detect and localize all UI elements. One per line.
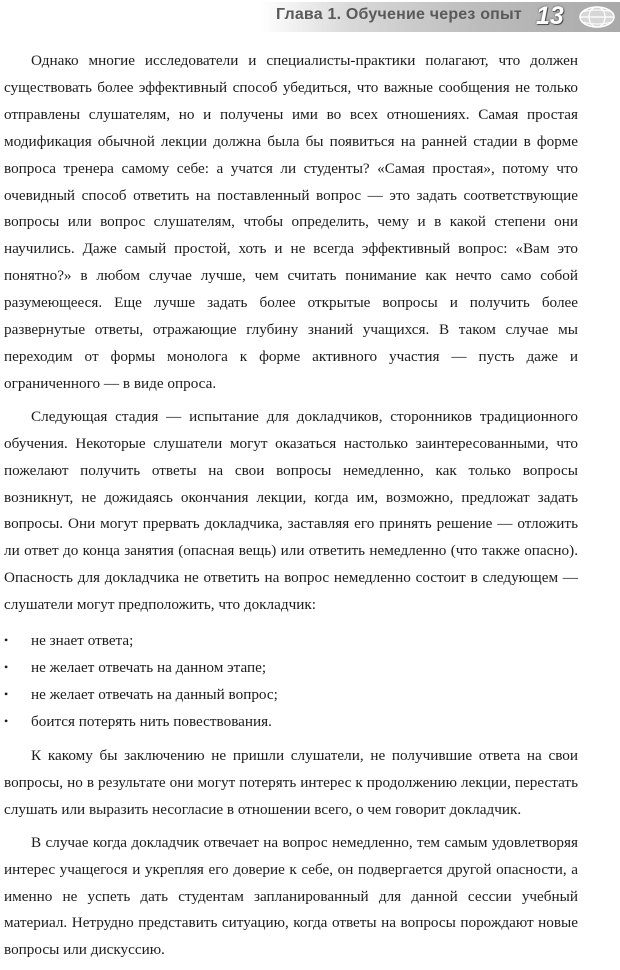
- bullet-icon: •: [4, 714, 9, 729]
- page-header: [0, 0, 620, 34]
- list-item-text: не желает отвечать на данном этапе;: [31, 659, 267, 677]
- globe-icon: [578, 5, 616, 29]
- list-item-text: не знает ответа;: [31, 632, 134, 650]
- bullet-icon: •: [4, 633, 9, 648]
- bullet-list: [4, 627, 578, 735]
- paragraph: Следующая стадия — испытание для докладчиков, сторонников традиционного обучения. Некоторые слушатели могут оказаться настолько заинтересованными, что пожелают получить ответы на свои вопросы немедленно, как только вопросы возникнут, не дожидаясь окончания лекции, когда им, возможно, предложат задать вопросы. Они могут прервать докладчика, заставляя его принять решение — отложить ли ответ до конца занятия (опасная вещь) или ответить немедленно (что также опасно). Опасность для докладчика не ответить на вопрос немедленно состоит в следующем — слушатели могут предположить, что докладчик:: [4, 407, 578, 614]
- list-item-text: не желает отвечать на данный вопрос;: [31, 686, 278, 704]
- list-item: [4, 681, 578, 708]
- bullet-icon: •: [4, 687, 9, 702]
- paragraph: В случае когда докладчик отвечает на вопрос немедленно, тем самым удовлетворяя интерес учащегося и укрепляя его доверие к себе, он подвергается другой опасности, а именно не успеть дать студентам запланированный для данной сессии учебный материал. Нетрудно представить ситуацию, когда ответы на вопросы порождают новые вопросы или дискуссию.: [4, 833, 578, 959]
- chapter-title: Глава 1. Обучение через опыт: [276, 6, 522, 23]
- paragraph: Однако многие исследователи и специалисты-практики полагают, что должен существовать более эффективный способ убедиться, что важные сообщения не только отправлены слушателям, но и получены ими во всех отношениях. Самая простая модификация обычной лекции должна была бы появиться на ранней стадии в форме вопроса тренера самому себе: а учатся ли студенты? «Самая простая», потому что очевидный способ ответить на поставленный вопрос — это задать соответствующие вопросы или вопрос слушателям, чтобы определить, чему и в какой степени они научились. Даже самый простой, хоть и не всегда эффективный вопрос: «Вам это понятно?» в любом случае лучше, чем считать понимание как нечто само собой разумеющееся. Еще лучше задать более открытые вопросы и получить более развернутые ответы, отражающие глубину знаний учащихся. В таком случае мы переходим от формы монолога к форме активного участия — пусть даже и ограниченного — в виде опроса.: [4, 52, 578, 392]
- paragraph: К какому бы заключению не пришли слушатели, не получившие ответа на свои вопросы, но в результате они могут потерять интерес к продолжению лекции, перестать слушать или выразить несогласие в отношении всего, о чем говорит докладчик.: [4, 747, 578, 818]
- list-item: [4, 627, 578, 654]
- page-body: [4, 48, 578, 970]
- list-item-text: боится потерять нить повествования.: [31, 713, 272, 731]
- list-item: [4, 708, 578, 735]
- bullet-icon: •: [4, 660, 9, 675]
- page-number: 13: [536, 2, 564, 30]
- list-item: [4, 654, 578, 681]
